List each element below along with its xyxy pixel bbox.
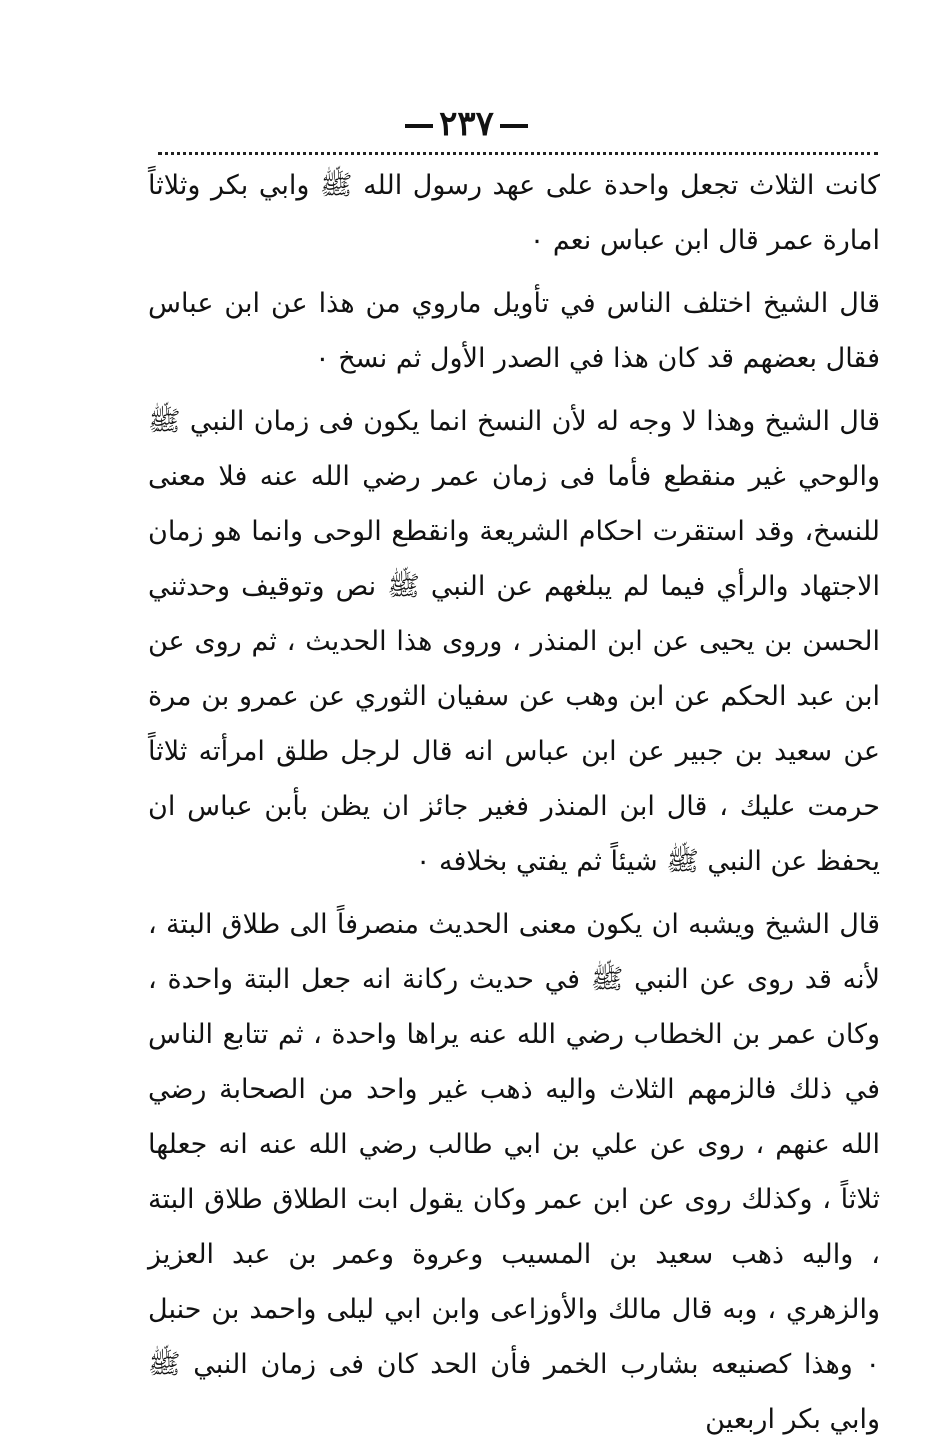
paragraph: كانت الثلاث تجعل واحدة على عهد رسول الله ﷺ وابي بكر وثلاثاً امارة عمر قال ابن عباس نعم ٠ bbox=[148, 170, 880, 256]
header-rule bbox=[158, 152, 878, 155]
paragraph: قال الشيخ وهذا لا وجه له لأن النسخ انما يكون فى زمان النبي ﷺ والوحي غير منقطع فأما فى زمان عمر رضي الله عنه فلا معنى للنسخ، وقد استقرت احكام الشريعة وانقطع الوحى وانما هو زمان الاجتهاد والرأي فيما لم يبلغهم عن النبي ﷺ نص وتوقيف وحدثني الحسن بن يحيى عن ابن المنذر ، وروى هذا الحديث ، ثم روى عن ابن عبد الحكم عن ابن وهب عن سفيان الثوري عن عمرو بن مرة عن سعيد بن جبير عن ابن عباس انه قال لرجل طلق امرأته ثلاثاً حرمت عليك ، قال ابن المنذر فغير جائز ان يظن بأبن عباس ان يحفظ عن النبي ﷺ شيئاً ثم يفتي بخلافه ٠ bbox=[148, 406, 880, 877]
paragraph: قال الشيخ ويشبه ان يكون معنى الحديث منصرفاً الى طلاق البتة ، لأنه قد روى عن النبي ﷺ في حديث ركانة انه جعل البتة واحدة ، وكان عمر بن الخطاب رضي الله عنه يراها واحدة ، ثم تتابع الناس في ذلك فالزمهم الثلاث واليه ذهب غير واحد من الصحابة رضي الله عنهم ، روى عن علي بن ابي طالب رضي الله عنه انه جعلها ثلاثاً ، وكذلك روى عن ابن عمر وكان يقول ابت الطلاق طلاق البتة ، واليه ذهب سعيد بن المسيب وعروة وعمر بن عبد العزيز والزهري ، وبه قال مالك والأوزاعى وابن ابي ليلى واحمد بن حنبل ٠ وهذا كصنيعه بشارب الخمر فأن الحد كان فى زمان النبي ﷺ وابي بكر اربعين bbox=[148, 909, 880, 1435]
page-number-text: ٢٣٧ bbox=[439, 104, 494, 144]
page-number bbox=[0, 104, 933, 144]
paragraph: قال الشيخ اختلف الناس في تأويل ماروي من هذا عن ابن عباس فقال بعضهم قد كان هذا في الصدر الأول ثم نسخ ٠ bbox=[148, 288, 880, 374]
page-number-dash-left bbox=[405, 124, 433, 128]
page-number-dash-right bbox=[500, 124, 528, 128]
body-text bbox=[148, 158, 880, 1455]
